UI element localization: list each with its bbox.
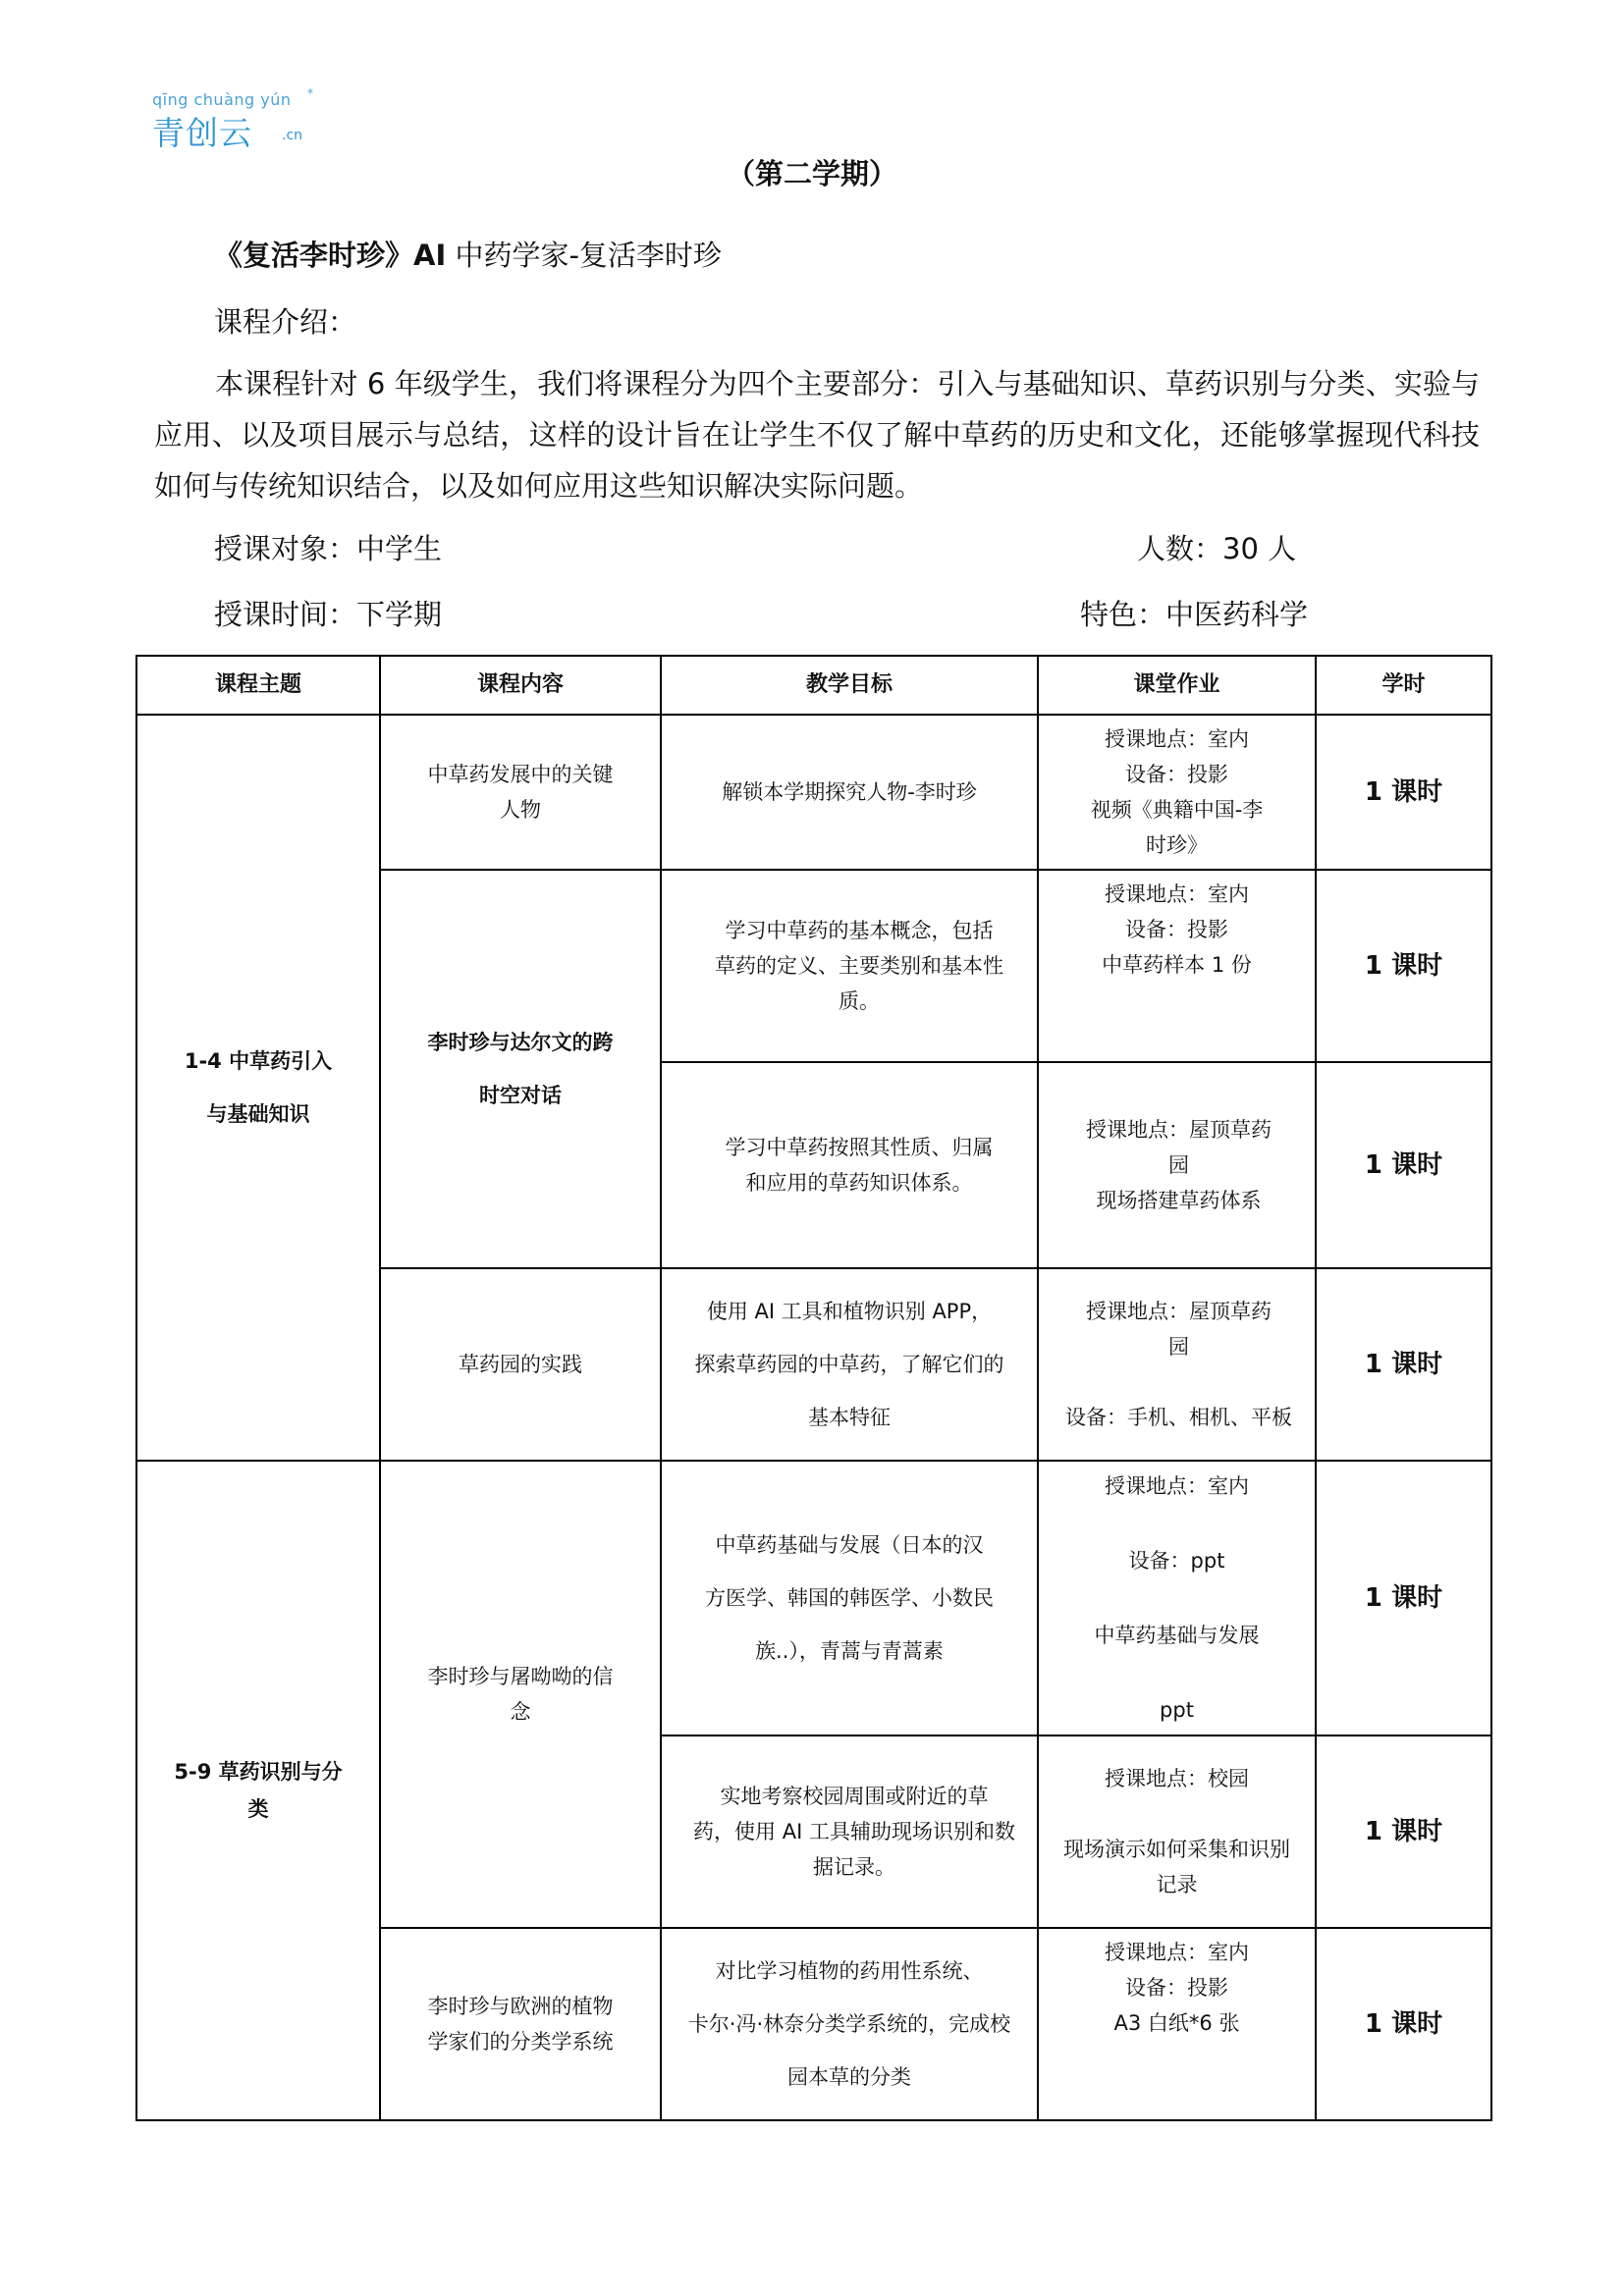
hours-cell: 1 课时 <box>1316 1268 1491 1461</box>
homework-cell: 授课地点：屋顶草药 园 设备：手机、相机、平板 <box>1038 1268 1316 1461</box>
homework-cell: 授课地点：室内 设备：ppt 中草药基础与发展 ppt <box>1038 1461 1316 1735</box>
objective-cell: 对比学习植物的药用性系统、 卡尔·冯·林奈分类学系统的，完成校 园本草的分类 <box>661 1928 1038 2120</box>
table-row <box>136 1461 1491 1735</box>
term-heading: （第二学期） <box>726 157 897 190</box>
logo-text: 青创云 <box>152 114 252 152</box>
objective-cell: 实地考察校园周围或附近的草 药，使用 AI 工具辅助现场识别和数 据记录。 <box>661 1735 1038 1928</box>
content-cell: 李时珍与屠呦呦的信 念 <box>380 1461 661 1928</box>
topic-cell: 1-4 中草药引入 与基础知识 <box>136 715 380 1461</box>
course-feature: 特色：中医药科学 <box>1080 598 1309 631</box>
objective-cell: 学习中草药的基本概念，包括 草药的定义、主要类别和基本性 质。 <box>661 870 1038 1062</box>
course-time: 授课时间：下学期 <box>214 598 443 631</box>
content-cell: 中草药发展中的关键 人物 <box>380 715 661 870</box>
hours-cell: 1 课时 <box>1316 715 1491 870</box>
homework-cell: 授课地点：屋顶草药 园 现场搭建草药体系 <box>1038 1062 1316 1268</box>
logo-suffix: .cn <box>282 128 303 143</box>
table-row <box>136 715 1491 870</box>
intro-label: 课程介绍： <box>214 305 357 339</box>
homework-cell: 授课地点：室内 设备：投影 A3 白纸*6 张 <box>1038 1928 1316 2120</box>
header-homework: 课堂作业 <box>1038 656 1316 715</box>
student-count: 人数：30 人 <box>1137 532 1297 565</box>
intro-text: 本课程针对 6 年级学生，我们将课程分为四个主要部分：引入与基础知识、草药识别与分类、实验与应用、以及项目展示与总结，这样的设计旨在让学生不仅了解中草药的历史和文化，还能够掌握现代科技如何与传统知识结合，以及如何应用这些知识解决实际问题。 <box>154 367 1480 503</box>
homework-cell: 授课地点：校园 现场演示如何采集和识别 记录 <box>1038 1735 1316 1928</box>
header-topic: 课程主题 <box>136 656 380 715</box>
table-header-row <box>136 656 1491 715</box>
target-audience: 授课对象：中学生 <box>214 532 443 565</box>
course-table <box>135 655 1492 2121</box>
content-cell: 李时珍与达尔文的跨 时空对话 <box>380 870 661 1268</box>
homework-cell: 授课地点：室内 设备：投影 中草药样本 1 份 <box>1038 870 1316 1062</box>
hours-cell: 1 课时 <box>1316 1735 1491 1928</box>
course-title-bold: 《复活李时珍》AI <box>214 239 447 272</box>
topic-cell: 5-9 草药识别与分 类 <box>136 1461 380 2120</box>
course-title <box>214 234 722 274</box>
hours-cell: 1 课时 <box>1316 1461 1491 1735</box>
logo-star: * <box>307 86 313 100</box>
content-cell: 李时珍与欧洲的植物 学家们的分类学系统 <box>380 1928 661 2120</box>
objective-cell: 学习中草药按照其性质、归属 和应用的草药知识体系。 <box>661 1062 1038 1268</box>
header-content: 课程内容 <box>380 656 661 715</box>
hours-cell: 1 课时 <box>1316 1062 1491 1268</box>
objective-cell: 中草药基础与发展（日本的汉 方医学、韩国的韩医学、小数民 族..），青蒿与青蒿素 <box>661 1461 1038 1735</box>
hours-cell: 1 课时 <box>1316 870 1491 1062</box>
content-cell: 草药园的实践 <box>380 1268 661 1461</box>
intro-paragraph <box>154 358 1480 511</box>
objective-cell: 使用 AI 工具和植物识别 APP， 探索草药园的中草药，了解它们的 基本特征 <box>661 1268 1038 1461</box>
header-objective: 教学目标 <box>661 656 1038 715</box>
homework-cell: 授课地点：室内 设备：投影 视频《典籍中国-李 时珍》 <box>1038 715 1316 870</box>
objective-cell: 解锁本学期探究人物-李时珍 <box>661 715 1038 870</box>
logo <box>152 86 319 152</box>
logo-pinyin: qīng chuàng yún <box>152 90 292 109</box>
hours-cell: 1 课时 <box>1316 1928 1491 2120</box>
header-hours: 学时 <box>1316 656 1491 715</box>
course-title-rest: 中药学家-复活李时珍 <box>446 239 722 272</box>
